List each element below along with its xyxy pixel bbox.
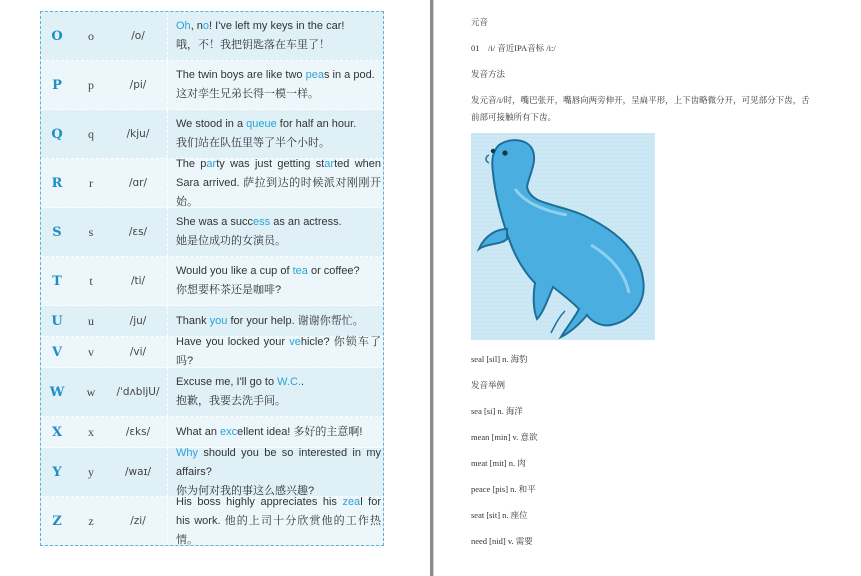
example-sentence [167, 110, 383, 158]
uppercase-letter: X [51, 424, 63, 440]
highlighted-sound: ve [289, 336, 301, 348]
sentence-text: The p [176, 157, 207, 170]
phonics-row-o [41, 12, 383, 61]
example-sentence [167, 417, 383, 447]
english-sentence [176, 423, 381, 442]
chinese-translation: 你锁车了吗? [176, 336, 381, 367]
sentence-text: Excuse me, I'll go to [176, 376, 278, 388]
highlighted-sound: you [209, 314, 228, 327]
example-item: peace [pis] n. 和平 [471, 484, 536, 494]
sentence-text: Thank [176, 314, 210, 327]
english-sentence [176, 312, 381, 331]
phonics-row-s [41, 208, 383, 257]
uppercase-letter: R [51, 175, 63, 191]
lowercase-letter: y [88, 464, 94, 479]
phonics-row-w [41, 368, 383, 417]
chinese-translation: 我们站在队伍里等了半个小时。 [176, 137, 330, 149]
lowercase-letter: x [88, 424, 94, 439]
seal-icon [471, 133, 655, 340]
uppercase-letter: O [51, 28, 63, 44]
illustration-caption: seal [sil] n. 海豹 [471, 354, 528, 364]
example-sentence [167, 159, 383, 207]
chinese-translation: 哦，不！我把钥匙落在车里了！ [176, 39, 330, 51]
english-sentence [176, 373, 381, 392]
highlighted-sound: Oh [176, 20, 191, 32]
highlighted-sound: o [202, 20, 210, 32]
sentence-text: ted when Sara arrived. [176, 157, 381, 189]
phonics-row-r [41, 159, 383, 208]
example-item: need [nid] v. 需要 [471, 536, 533, 546]
ipa-transcription: /o/ [131, 30, 145, 42]
chinese-translation: 多好的主意啊! [293, 425, 363, 438]
lowercase-letter: q [88, 126, 94, 141]
lowercase-letter: t [89, 273, 93, 288]
lowercase-letter: z [88, 513, 94, 528]
uppercase-letter: W [49, 384, 65, 400]
ipa-transcription: /ɛks/ [125, 426, 151, 438]
uppercase-letter: Y [52, 464, 62, 480]
sentence-text: She was a succ [176, 216, 254, 228]
chinese-translation: 你为何对我的事这么感兴趣? [176, 484, 315, 497]
ipa-transcription: /kju/ [126, 128, 150, 140]
uppercase-letter: V [51, 344, 63, 360]
phonics-row-y [41, 448, 383, 497]
sentence-text: for half an hour. [276, 118, 357, 130]
lowercase-letter: r [89, 175, 93, 190]
chinese-translation: 她是位成功的女演员。 [176, 235, 286, 247]
example-sentence [167, 208, 383, 256]
ipa-transcription: /waɪ/ [125, 466, 151, 478]
english-sentence [176, 444, 381, 482]
sentence-text: or coffee? [307, 265, 360, 277]
sentence-text: The twin boys are like two [176, 69, 306, 81]
ipa-transcription: /ɛs/ [128, 226, 148, 238]
highlighted-sound: W.C. [277, 376, 301, 388]
example-item: seat [sit] n. 座位 [471, 510, 528, 520]
sentence-text: l for his work. [176, 495, 381, 527]
sentence-text: . [301, 376, 305, 388]
sentence-text: should you be so interested in my affairs? [176, 446, 381, 478]
highlighted-sound: ess [253, 216, 271, 228]
vowel-item-line: 01 /i/ 音近IPA音标 /i:/ [471, 43, 556, 53]
highlighted-sound: ar [206, 157, 217, 170]
example-item: meat [mit] n. 肉 [471, 458, 526, 468]
sentence-text: Would you like a cup of [176, 265, 293, 277]
sentence-text: hicle? [300, 336, 334, 348]
example-sentence [167, 497, 383, 545]
highlighted-sound: ar [324, 157, 335, 170]
lowercase-letter: o [88, 28, 94, 43]
english-sentence [176, 17, 381, 36]
example-sentence [167, 337, 383, 367]
example-sentence [167, 12, 383, 60]
chinese-translation: 这对孪生兄弟长得一模一样。 [176, 88, 319, 100]
method-text-line2: 前部可接触所有下齿。 [471, 112, 557, 122]
phonics-row-q [41, 110, 383, 159]
example-sentence [167, 61, 383, 109]
english-sentence [176, 262, 381, 281]
method-title: 发音方法 [471, 69, 506, 79]
sentence-text: ellent idea! [237, 425, 294, 438]
english-sentence [176, 213, 381, 232]
english-sentence [176, 333, 381, 371]
example-sentence [167, 448, 383, 496]
chinese-translation: 你想要杯茶还是咖啡? [176, 284, 282, 296]
uppercase-letter: T [52, 273, 62, 289]
lowercase-letter: w [86, 384, 96, 399]
method-text-line1: 发元音/i/时，嘴巴张开，嘴唇向两旁伸开，呈扁平形，上下齿略微分开，可见部分下齿，舌 [471, 95, 810, 105]
uppercase-letter: Q [51, 126, 63, 142]
left-page [0, 0, 430, 576]
example-sentence [167, 306, 383, 336]
sentence-text: ty was just getting st [216, 157, 325, 170]
sentence-text: We stood in a [176, 118, 247, 130]
sentence-text: , n [190, 20, 203, 32]
chinese-translation: 谢谢你帮忙。 [297, 314, 364, 327]
sentence-text: His boss highly appreciates his [176, 495, 343, 508]
example-item: mean [min] v. 意欲 [471, 432, 538, 442]
phonics-table [40, 11, 384, 546]
phonics-row-p [41, 61, 383, 110]
phonics-row-t [41, 257, 383, 306]
highlighted-sound: Why [176, 446, 198, 459]
examples-title: 发音举例 [471, 380, 506, 390]
example-sentence [167, 368, 383, 416]
ipa-transcription: /ju/ [129, 315, 147, 327]
sentence-text: ! I've left my keys in the car! [209, 20, 345, 32]
sentence-text: s in a pod. [323, 69, 375, 81]
highlighted-sound: pea [305, 69, 324, 81]
example-item: sea [si] n. 海洋 [471, 406, 523, 416]
highlighted-sound: tea [292, 265, 308, 277]
phonics-row-z [41, 497, 383, 545]
english-sentence [176, 115, 381, 134]
seal-illustration [471, 133, 655, 340]
uppercase-letter: S [52, 224, 62, 240]
english-sentence [176, 155, 381, 212]
highlighted-sound: exc [220, 425, 238, 438]
phonics-row-v [41, 337, 383, 368]
lowercase-letter: v [88, 344, 94, 359]
sentence-text: as an actress. [270, 216, 342, 228]
chinese-translation: 抱歉，我要去洗手间。 [176, 395, 286, 407]
lowercase-letter: u [88, 313, 94, 328]
ipa-transcription: /ti/ [130, 275, 146, 287]
chinese-translation: 他的上司十分欣赏他的工作热情。 [176, 514, 381, 546]
uppercase-letter: Z [52, 513, 62, 529]
ipa-transcription: /ɑr/ [128, 177, 148, 189]
ipa-transcription: /ˈdʌbljU/ [116, 386, 160, 398]
english-sentence [176, 493, 381, 550]
lowercase-letter: s [88, 224, 94, 239]
sentence-text: What an [176, 425, 221, 438]
sentence-text: Have you locked your [176, 336, 290, 348]
lowercase-letter: p [88, 77, 94, 92]
chinese-translation: 萨拉到达的时候派对刚刚开始。 [176, 176, 382, 208]
ipa-transcription: /pi/ [129, 79, 147, 91]
example-sentence [167, 257, 383, 305]
highlighted-sound: queue [246, 118, 277, 130]
highlighted-sound: zea [342, 495, 361, 508]
english-sentence [176, 66, 381, 85]
sentence-text: for your help. [227, 314, 298, 327]
uppercase-letter: U [51, 313, 63, 329]
ipa-transcription: /zi/ [130, 515, 146, 527]
section-heading: 元音 [471, 17, 489, 27]
ipa-transcription: /vi/ [129, 346, 147, 358]
uppercase-letter: P [52, 77, 62, 93]
